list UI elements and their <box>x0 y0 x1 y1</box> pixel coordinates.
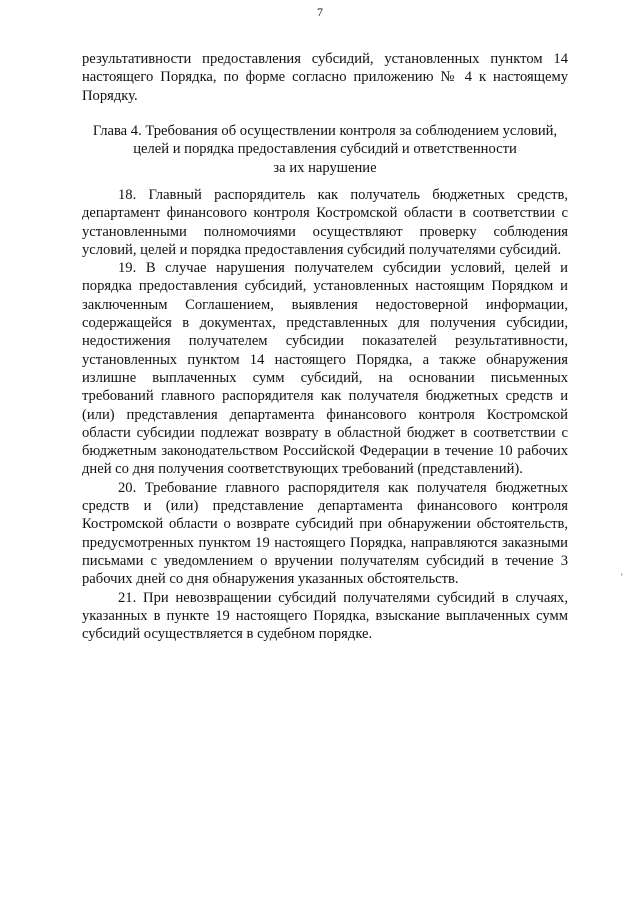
chapter-heading-line-2: целей и порядка предоставления субсидий и ответственности <box>133 141 517 158</box>
paragraph-19: 19. В случае нарушения получателем субсидии условий, целей и порядка предоставления субсидий, установленных настоящим Порядком и заключенным Соглашением, выявления недостоверной информации, содержащейся в документах, представленных для получения субсидии, недостижения получателем субсидии показателей результативности, установленных пунктом 14 настоящего Порядка, а также обнаружения излишне выплаченных сумм субсидий, на основании письменных требований главного распорядителя как получателя бюджетных средств и (или) представления департамента финансового контроля Костромской области субсидии подлежат возврату в областной бюджет в соответствии с бюджетным законодательством Российской Федерации в течение 10 рабочих дней со дня получения соответствующих требований (представлений). <box>82 260 568 478</box>
main-text <box>82 186 568 643</box>
intro-paragraph: результативности предоставления субсидий, установленных пунктом 14 настоящего Порядка, по форме согласно приложению № 4 к настоящему Порядку. <box>82 51 568 104</box>
page-number: 7 <box>317 5 323 19</box>
paragraph-21: 21. При невозвращении субсидий получателями субсидий в случаях, указанных в пункте 19 настоящего Порядка, взыскание выплаченных сумм субсидий осуществляется в судебном порядке. <box>82 589 568 643</box>
chapter-heading-line-1: Глава 4. Требования об осуществлении контроля за соблюдением условий, <box>92 123 558 139</box>
paragraph-20: 20. Требование главного распорядителя как получателя бюджетных средств и (или) представление департамента финансового контроля Костромской области о возврате субсидий при обнаружении обстоятельств, предусмотренных пунктом 19 настоящего Порядка, направляются заказными письмами с уведомлением о вручении получателям субсидий в течение 3 рабочих дней со дня обнаружения указанных обстоятельств. <box>82 479 568 588</box>
margin-stroke-mark: ’ <box>619 571 627 584</box>
chapter-heading <box>82 122 568 177</box>
paragraph-18: 18. Главный распорядитель как получатель бюджетных средств, департамент финансового контроля Костромской области в соответствии с установленными полномочиями осуществляют проверку соблюдения условий, целей и порядка предоставления субсидий получателями субсидий. <box>82 187 568 258</box>
intro-paragraph-block <box>82 50 568 105</box>
chapter-heading-line-3: за их нарушение <box>273 159 377 176</box>
